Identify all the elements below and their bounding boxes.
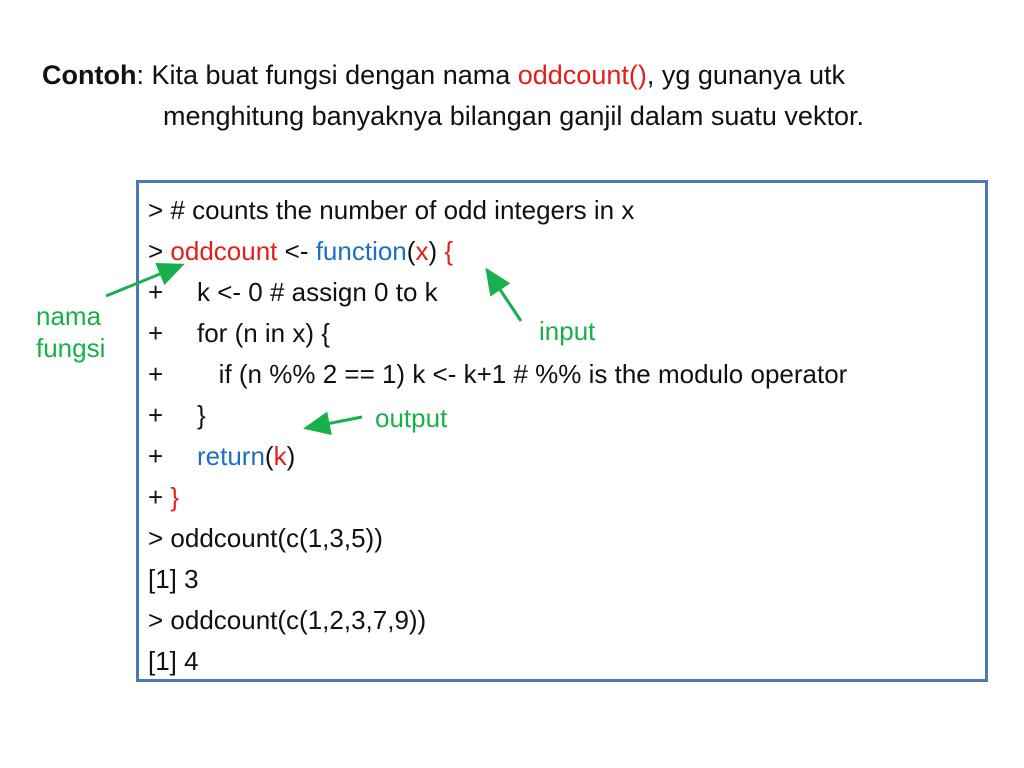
code-argument-x: x xyxy=(415,236,429,266)
code-prompt: > xyxy=(148,236,171,266)
arrow-to-function-name xyxy=(106,265,182,296)
annotation-nama-line-1: nama xyxy=(36,301,102,331)
code-assign-operator: <- xyxy=(277,236,316,266)
code-line-11: > oddcount(c(1,2,3,7,9)) xyxy=(148,605,427,635)
heading-bold-label: Contoh xyxy=(42,60,137,90)
code-open-brace: { xyxy=(444,236,454,266)
arrow-to-input xyxy=(487,270,521,321)
code-prompt: + xyxy=(148,441,164,471)
annotation-nama-line-2: fungsi xyxy=(36,333,106,363)
heading-text-end: , yg gunanya utk xyxy=(646,60,845,90)
heading-text: : Kita buat fungsi dengan nama xyxy=(136,60,518,90)
annotation-output: output xyxy=(375,403,448,433)
code-line-12: [1] 4 xyxy=(148,646,199,676)
code-text: k <- 0 # assign 0 to k xyxy=(197,277,438,307)
code-paren-close: ) xyxy=(286,441,296,471)
code-line-9: > oddcount(c(1,3,5)) xyxy=(148,523,383,553)
code-prompt: + xyxy=(148,359,164,389)
code-prompt: + xyxy=(148,482,171,512)
heading-function-name: oddcount() xyxy=(517,60,647,90)
code-return-value-k: k xyxy=(273,441,287,471)
code-function-name: oddcount xyxy=(170,236,278,266)
code-prompt: + xyxy=(148,400,164,430)
code-keyword-function: function xyxy=(315,236,407,266)
code-prompt: + xyxy=(148,318,164,348)
heading-line-2: menghitung banyaknya bilangan ganjil dalam suatu vektor. xyxy=(163,101,864,131)
code-prompt: + xyxy=(148,277,164,307)
code-text: } xyxy=(197,400,206,430)
code-line-1: > # counts the number of odd integers in x xyxy=(148,195,635,225)
arrow-to-output xyxy=(306,417,362,428)
code-text: if (n %% 2 == 1) k <- k+1 # %% is the modulo operator xyxy=(197,359,848,389)
code-close-brace: } xyxy=(170,482,180,512)
annotation-input: input xyxy=(539,316,596,346)
code-paren-close: ) xyxy=(428,236,438,266)
code-paren-open: ( xyxy=(406,236,416,266)
code-line-10: [1] 3 xyxy=(148,564,199,594)
code-paren-open: ( xyxy=(264,441,274,471)
code-keyword-return: return xyxy=(197,441,265,471)
code-text: for (n in x) { xyxy=(197,318,330,348)
